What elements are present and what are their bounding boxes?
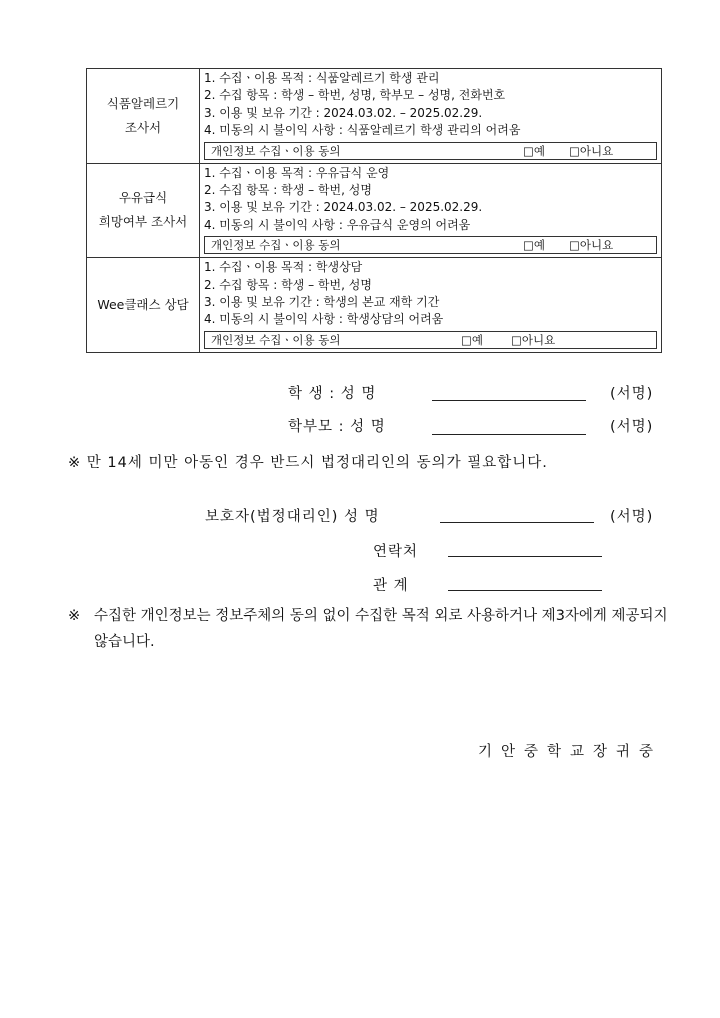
guardian-relation-label: 관 계 [373,578,409,594]
info-item: 3. 이용 및 보유 기간 : 2024.03.02. – 2025.02.29. [204,200,483,215]
items-cell [200,69,662,164]
consent-no-checkbox[interactable]: □아니요 [511,332,556,347]
info-item: 4. 미동의 시 불이익 사항 : 학생상담의 어려움 [204,312,444,327]
consent-box [204,331,657,349]
info-item: 4. 미동의 시 불이익 사항 : 식품알레르기 학생 관리의 어려움 [204,123,521,138]
info-item: 2. 수집 항목 : 학생 – 학번, 성명 [204,277,372,292]
student-sign-mark: (서명) [610,386,654,402]
consent-box [204,236,657,254]
consent-label: 개인정보 수집ㆍ이용 동의 [211,143,341,158]
info-item: 1. 수집ㆍ이용 목적 : 학생상담 [204,260,363,275]
info-item: 3. 이용 및 보유 기간 : 학생의 본교 재학 기간 [204,295,440,310]
items-cell [200,258,662,353]
parent-name-label: 학부모 : 성 명 [288,419,386,435]
consent-yes-checkbox[interactable]: □예 [523,143,545,158]
student-signature-blank[interactable] [432,400,586,401]
category-label: Wee클래스 상담 [97,297,189,313]
consent-box [204,142,657,160]
guardian-signature-blank[interactable] [440,522,594,523]
parent-sign-mark: (서명) [610,419,654,435]
consent-row [87,69,662,164]
school-name: 기안중학교장귀중 [477,744,662,760]
guardian-relation-blank[interactable] [448,590,602,591]
privacy-note-text: 수집한 개인정보는 정보주체의 동의 없이 수집한 목적 외로 사용하거나 제3자에게 제공되지 않습니다. [94,608,668,650]
category-cell [87,163,200,258]
category-label: 조사서 [124,119,162,135]
note-mark: ※ [68,608,81,624]
consent-label: 개인정보 수집ㆍ이용 동의 [211,238,341,253]
info-item: 1. 수집ㆍ이용 목적 : 우유급식 운영 [204,165,390,180]
consent-no-checkbox[interactable]: □아니요 [569,238,614,253]
consent-yes-checkbox[interactable]: □예 [461,332,483,347]
guardian-sign-mark: (서명) [610,509,654,525]
guardian-contact-label: 연락처 [373,544,419,560]
category-label: 우유급식 [118,190,168,206]
info-item: 4. 미동의 시 불이익 사항 : 우유급식 운영의 어려움 [204,217,471,232]
info-item: 1. 수집ㆍ이용 목적 : 식품알레르기 학생 관리 [204,71,440,85]
parent-signature-blank[interactable] [432,434,586,435]
info-item: 3. 이용 및 보유 기간 : 2024.03.02. – 2025.02.29. [204,105,483,120]
age-consent-note: ※ 만 14세 미만 아동인 경우 반드시 법정대리인의 동의가 필요합니다. [68,455,548,471]
consent-row [87,258,662,353]
category-cell [87,258,200,353]
consent-label: 개인정보 수집ㆍ이용 동의 [211,332,341,347]
consent-row [87,163,662,258]
info-item: 2. 수집 항목 : 학생 – 학번, 성명 [204,183,372,198]
student-name-label: 학 생 : 성 명 [288,386,377,402]
consent-table [86,68,662,353]
info-item: 2. 수집 항목 : 학생 – 학번, 성명, 학부모 – 성명, 전화번호 [204,88,506,103]
items-cell [200,163,662,258]
category-cell [87,69,200,164]
guardian-contact-blank[interactable] [448,556,602,557]
privacy-note [68,603,672,655]
guardian-name-label: 보호자(법정대리인) 성 명 [205,509,380,525]
consent-yes-checkbox[interactable]: □예 [523,238,545,253]
category-label: 희망여부 조사서 [98,214,188,230]
consent-no-checkbox[interactable]: □아니요 [569,143,614,158]
category-label: 식품알레르기 [106,95,180,111]
